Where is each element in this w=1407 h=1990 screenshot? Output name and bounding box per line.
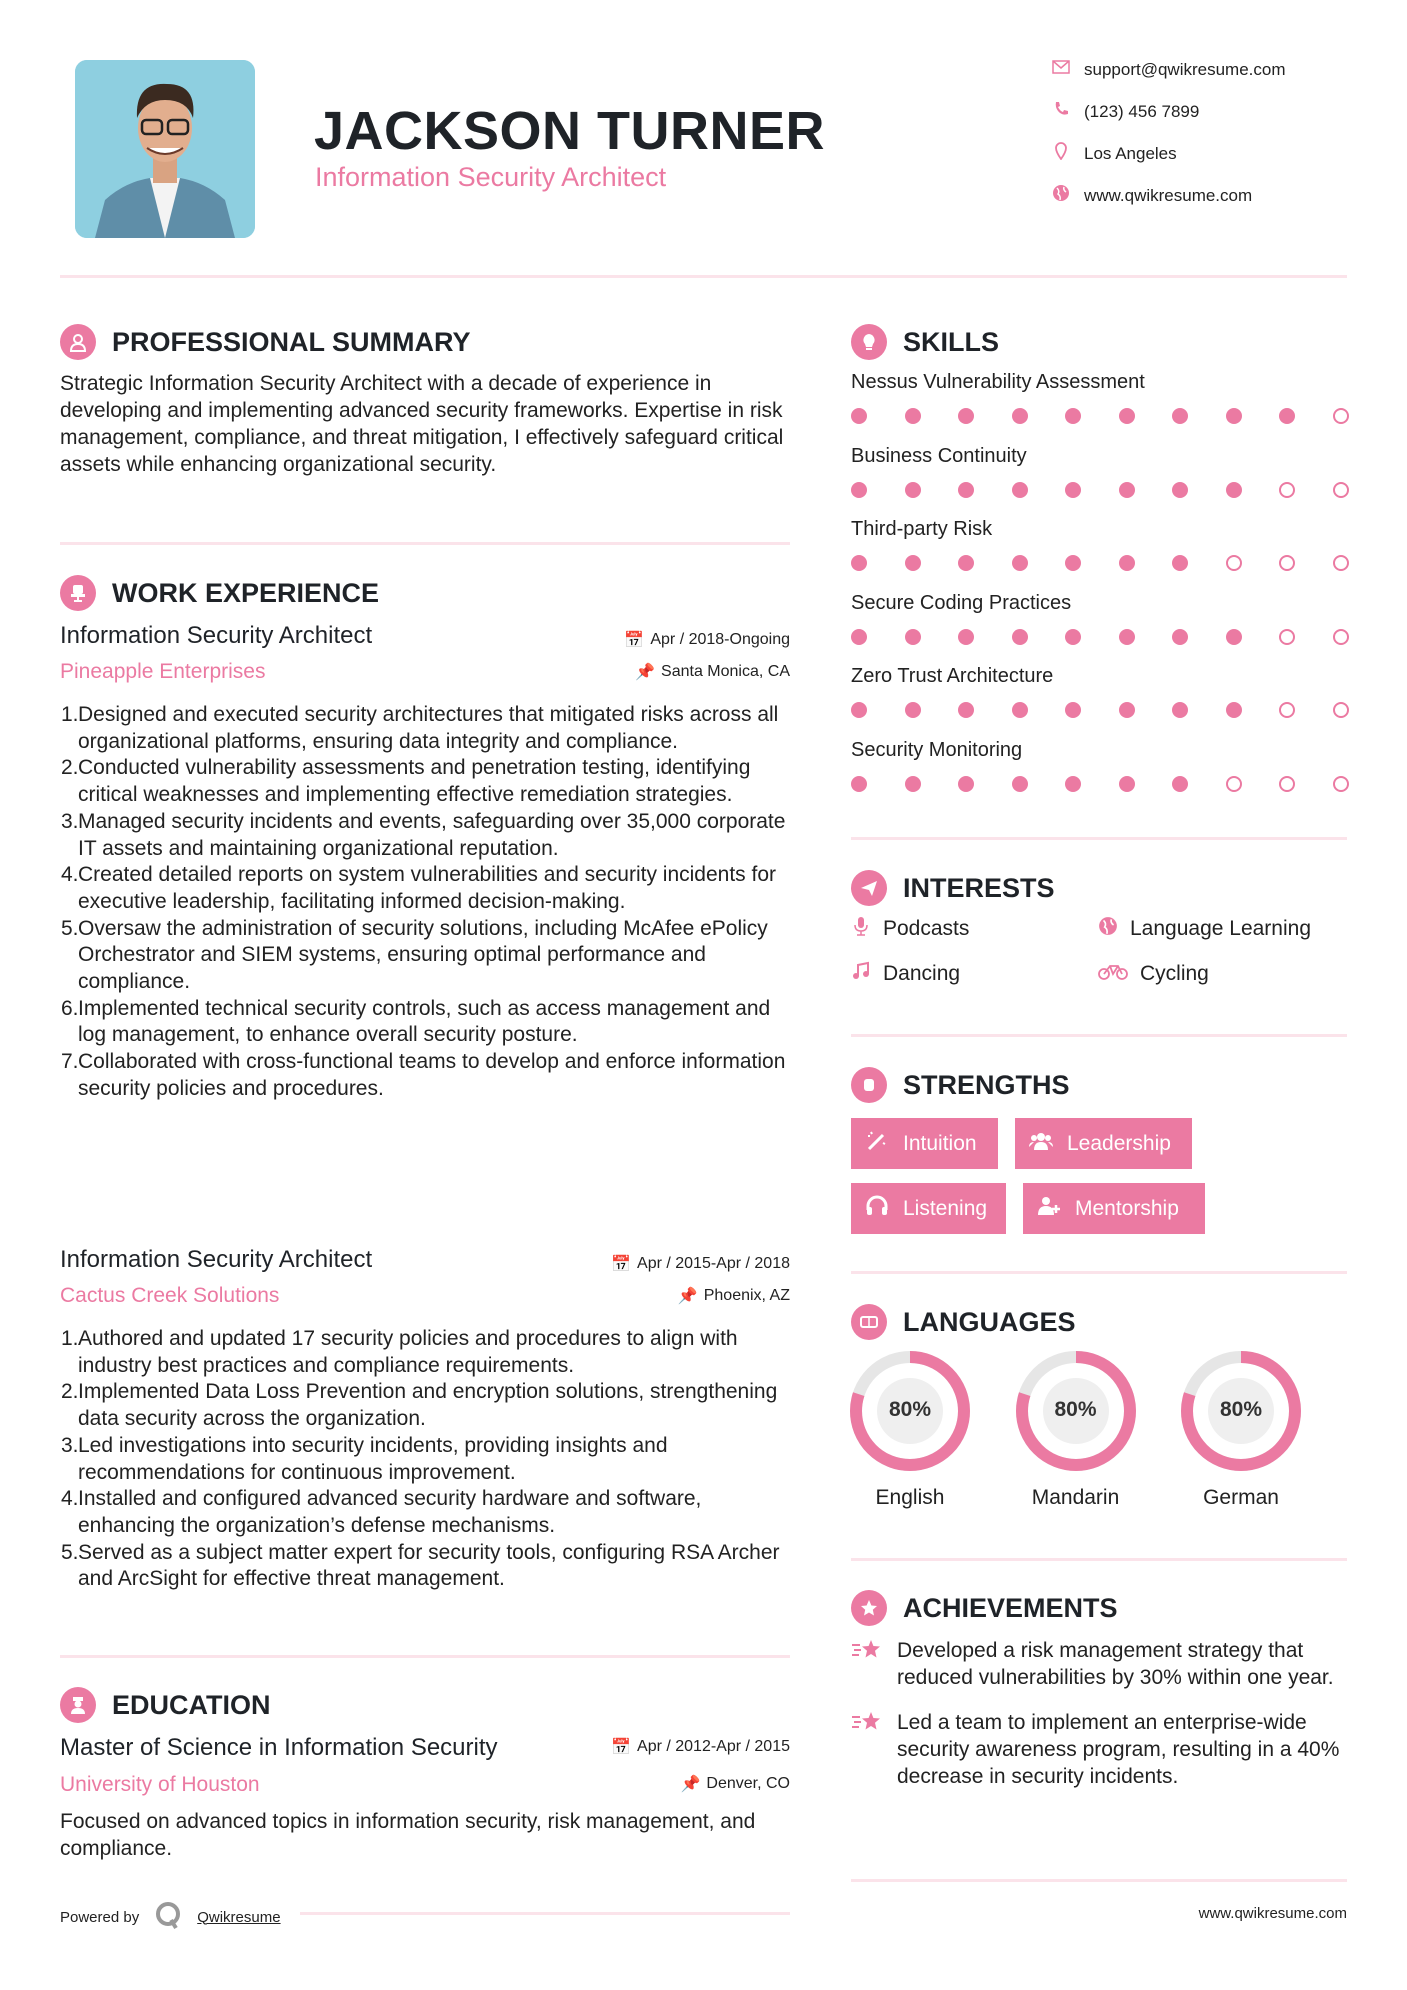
bullet-text: Created detailed reports on system vulnerabilities and security incidents for executive leadership, facilitating informed decision-making. xyxy=(78,863,777,913)
language-ring xyxy=(1015,1350,1137,1472)
rating-dot-filled xyxy=(905,629,921,645)
rating-dot-filled xyxy=(1012,629,1028,645)
strength-label: Listening xyxy=(903,1196,988,1220)
skills-heading-text: SKILLS xyxy=(903,326,1000,357)
skill-rating xyxy=(851,482,1349,498)
skill-item xyxy=(851,445,1349,519)
footer-website[interactable]: www.qwikresume.com xyxy=(1198,1905,1347,1922)
list-number: 4. xyxy=(61,863,79,887)
bullet-text: Authored and updated 17 security policies and procedures to align with industry best practices and compliance requirements. xyxy=(78,1327,738,1377)
skill-name: Secure Coding Practices xyxy=(851,591,1072,614)
education-heading-text: EDUCATION xyxy=(112,1689,271,1720)
skill-rating xyxy=(851,629,1349,645)
powered-by-text: Powered by xyxy=(60,1908,140,1926)
job-title: Information Security Architect xyxy=(60,1246,373,1273)
list-item xyxy=(61,1486,800,1539)
rating-dot-empty xyxy=(1333,555,1349,571)
bullet-text: Served as a subject matter expert for security tools, configuring RSA Archer and ArcSight for effective threat management. xyxy=(78,1540,780,1591)
rating-dot-filled xyxy=(958,555,974,571)
list-item xyxy=(61,996,800,1049)
list-item xyxy=(61,702,800,755)
company-name: Pineapple Enterprises xyxy=(60,660,266,683)
rating-dot-filled xyxy=(1172,555,1188,571)
rating-dot-empty xyxy=(1333,629,1349,645)
contact-item xyxy=(1052,142,1177,165)
achievement-text: Led a team to implement an enterprise-wide security awareness program, resulting in a 40% decrease in security incidents. xyxy=(897,1711,1340,1788)
rating-dot-filled xyxy=(851,702,867,718)
strengths-heading xyxy=(851,1067,1070,1103)
list-item xyxy=(61,862,800,915)
chair-icon xyxy=(60,575,96,611)
education-dates: 📅 Apr / 2012-Apr / 2015 xyxy=(611,1738,790,1756)
bullet-text: Managed security incidents and events, safeguarding over 35,000 corporate IT assets and maintaining organizational reputation. xyxy=(78,809,786,860)
interest-label: Cycling xyxy=(1140,962,1209,985)
list-number: 5. xyxy=(61,916,79,940)
education-heading xyxy=(60,1687,271,1723)
list-number: 2. xyxy=(61,1380,79,1404)
skills-heading xyxy=(851,324,999,360)
list-item xyxy=(61,1049,800,1102)
rating-dot-filled xyxy=(905,408,921,424)
list-number: 3. xyxy=(61,1433,79,1457)
language-name: German xyxy=(1203,1486,1279,1509)
bullet-text: Oversaw the administration of security solutions, including McAfee ePolicy Orchestrator and SIEM systems, ensuring optimal performance and compliance. xyxy=(78,916,768,994)
lightbulb-icon xyxy=(851,324,887,360)
divider xyxy=(60,1655,790,1658)
rating-dot-filled xyxy=(1065,629,1081,645)
rating-dot-filled xyxy=(851,629,867,645)
rating-dot-empty xyxy=(1279,629,1295,645)
star-list-icon xyxy=(851,1637,883,1691)
rating-dot-filled xyxy=(958,408,974,424)
candidate-title: Information Security Architect xyxy=(315,162,667,192)
rating-dot-filled xyxy=(1065,702,1081,718)
job-location-text: Phoenix, AZ xyxy=(703,1287,790,1304)
rating-dot-filled xyxy=(1119,629,1135,645)
language-ring xyxy=(849,1350,971,1472)
skill-name: Zero Trust Architecture xyxy=(851,665,1054,687)
magic-wand-icon xyxy=(865,1129,889,1159)
interest-label: Dancing xyxy=(883,962,961,985)
rating-dot-filled xyxy=(1119,776,1135,792)
rating-dot-filled xyxy=(905,702,921,718)
divider xyxy=(851,1558,1347,1561)
achievements-heading-text: ACHIEVEMENTS xyxy=(903,1592,1118,1623)
strength-chip xyxy=(1023,1183,1205,1234)
music-note-icon xyxy=(851,961,871,987)
pushpin-icon: 📌 xyxy=(635,664,656,681)
bullet-text: Designed and executed security architectures that mitigated risks across all organizational platforms, ensuring data integrity and compliance. xyxy=(78,703,779,753)
skill-rating xyxy=(851,408,1349,424)
rating-dot-filled xyxy=(851,408,867,424)
summary-heading-text: PROFESSIONAL SUMMARY xyxy=(112,326,471,357)
skill-name: Business Continuity xyxy=(851,444,1027,467)
interest-label: Language Learning xyxy=(1130,917,1312,940)
achievements-heading xyxy=(851,1590,1118,1626)
skill-item xyxy=(851,371,1349,445)
language-percent: 80% xyxy=(1219,1398,1263,1421)
languages-heading xyxy=(851,1304,1076,1340)
skill-item xyxy=(851,518,1349,592)
languages-heading-text: LANGUAGES xyxy=(903,1306,1076,1337)
job-title: Information Security Architect xyxy=(60,622,373,649)
rating-dot-filled xyxy=(1119,482,1135,498)
map-pin-icon xyxy=(1052,142,1070,165)
microphone-icon xyxy=(851,916,871,942)
language-icon xyxy=(851,1304,887,1340)
pushpin-icon: 📌 xyxy=(680,1776,701,1793)
rating-dot-filled xyxy=(1226,408,1242,424)
list-number: 5. xyxy=(61,1540,79,1564)
contact-item xyxy=(1052,58,1286,81)
user-plus-icon xyxy=(1037,1194,1061,1224)
rating-dot-filled xyxy=(958,629,974,645)
skill-name: Nessus Vulnerability Assessment xyxy=(851,371,1145,393)
list-item xyxy=(61,1540,800,1593)
divider xyxy=(851,1879,1347,1882)
calendar-icon: 📅 xyxy=(611,1256,632,1273)
rating-dot-filled xyxy=(1065,555,1081,571)
powered-by xyxy=(60,1900,287,1934)
list-item xyxy=(61,809,800,862)
users-icon xyxy=(1029,1129,1053,1159)
rating-dot-filled xyxy=(1172,776,1188,792)
skill-name: Third-party Risk xyxy=(851,518,993,540)
list-number: 2. xyxy=(61,756,79,780)
strength-chip xyxy=(851,1118,998,1169)
list-item xyxy=(61,1326,800,1379)
rating-dot-empty xyxy=(1333,408,1349,424)
divider xyxy=(851,1034,1347,1037)
list-item xyxy=(61,1433,800,1486)
rating-dot-filled xyxy=(1172,629,1188,645)
school: University of Houston xyxy=(60,1773,260,1796)
rating-dot-filled xyxy=(851,776,867,792)
rating-dot-empty xyxy=(1279,482,1295,498)
bullet-text: Installed and configured advanced security hardware and software, enhancing the organization’s defense mechanisms. xyxy=(78,1487,702,1537)
qwikresume-link[interactable]: Qwikresume xyxy=(197,1908,281,1926)
rating-dot-filled xyxy=(1119,408,1135,424)
contact-text[interactable]: support@qwikresume.com xyxy=(1084,59,1286,79)
strength-label: Mentorship xyxy=(1075,1196,1179,1220)
rating-dot-filled xyxy=(1065,776,1081,792)
summary-heading xyxy=(60,324,471,360)
contact-item xyxy=(1052,184,1252,207)
rating-dot-filled xyxy=(958,702,974,718)
language-name: Mandarin xyxy=(1031,1486,1120,1509)
education-description: Focused on advanced topics in information security, risk management, and compliance. xyxy=(60,1810,756,1860)
divider xyxy=(300,1912,790,1915)
rating-dot-filled xyxy=(905,482,921,498)
rating-dot-filled xyxy=(1012,776,1028,792)
rating-dot-empty xyxy=(1226,776,1242,792)
job-location xyxy=(520,1286,790,1306)
interest-item xyxy=(851,961,960,987)
skill-name: Security Monitoring xyxy=(851,738,1023,761)
rating-dot-filled xyxy=(1226,702,1242,718)
list-number: 4. xyxy=(61,1487,79,1511)
work-heading-text: WORK EXPERIENCE xyxy=(112,577,380,608)
skill-rating xyxy=(851,702,1349,718)
skill-item xyxy=(851,592,1349,666)
summary-text: Strategic Information Security Architect with a decade of experience in developing and implementing advanced security frameworks. Expertise in risk management, compliance, and threat mitigation, I effectively safeguard critical assets while enhancing organizational security. xyxy=(60,372,784,476)
job-location-text: Santa Monica, CA xyxy=(661,663,790,680)
envelope-icon xyxy=(1052,58,1070,81)
rating-dot-filled xyxy=(1226,482,1242,498)
degree: Master of Science in Information Security xyxy=(60,1734,498,1761)
star-list-icon xyxy=(851,1709,883,1790)
rating-dot-filled xyxy=(1065,408,1081,424)
divider xyxy=(851,837,1347,840)
interest-item xyxy=(851,916,969,942)
language-percent: 80% xyxy=(1054,1398,1097,1421)
job-location xyxy=(520,662,790,682)
interest-item xyxy=(1098,916,1311,942)
rating-dot-filled xyxy=(1172,482,1188,498)
job-bullets xyxy=(60,702,800,1103)
list-item xyxy=(61,1379,800,1432)
bicycle-icon xyxy=(1098,961,1128,987)
rating-dot-filled xyxy=(905,776,921,792)
rating-dot-empty xyxy=(1333,776,1349,792)
list-item xyxy=(61,755,800,808)
contact-item xyxy=(1052,100,1199,123)
rating-dot-filled xyxy=(1172,702,1188,718)
interest-item xyxy=(1098,961,1209,987)
rating-dot-filled xyxy=(851,555,867,571)
job-dates xyxy=(520,1254,790,1274)
calendar-icon: 📅 xyxy=(624,632,645,649)
job-bullets xyxy=(60,1326,800,1593)
skill-item xyxy=(851,739,1349,813)
globe-icon xyxy=(1052,184,1070,207)
work-heading xyxy=(60,575,379,611)
skill-item xyxy=(851,665,1349,739)
language-name: English xyxy=(875,1486,945,1509)
rating-dot-filled xyxy=(958,482,974,498)
rating-dot-filled xyxy=(851,482,867,498)
rating-dot-filled xyxy=(1012,702,1028,718)
candidate-name: JACKSON TURNER xyxy=(314,101,826,161)
fist-icon xyxy=(851,1067,887,1103)
rating-dot-filled xyxy=(1012,555,1028,571)
profile-photo xyxy=(75,60,255,238)
rating-dot-filled xyxy=(958,776,974,792)
contact-text[interactable]: Los Angeles xyxy=(1084,143,1177,163)
job-dates-text: Apr / 2018-Ongoing xyxy=(650,631,790,648)
divider xyxy=(60,542,790,545)
strength-label: Intuition xyxy=(903,1131,977,1155)
contact-text[interactable]: www.qwikresume.com xyxy=(1084,185,1253,205)
paper-plane-icon xyxy=(851,870,887,906)
skill-rating xyxy=(851,555,1349,571)
interests-heading-text: INTERESTS xyxy=(903,872,1055,903)
globe-icon xyxy=(1098,916,1118,942)
strength-chip xyxy=(1015,1118,1192,1169)
star-icon xyxy=(851,1590,887,1626)
list-number: 3. xyxy=(61,809,79,833)
list-number: 6. xyxy=(61,996,79,1020)
user-icon xyxy=(60,324,96,360)
language-ring xyxy=(1180,1350,1302,1472)
divider xyxy=(851,1271,1347,1274)
job-dates-text: Apr / 2015-Apr / 2018 xyxy=(637,1255,790,1272)
bullet-text: Conducted vulnerability assessments and penetration testing, identifying critical weaknesses and implementing effective remediation strategies. xyxy=(78,756,751,807)
rating-dot-empty xyxy=(1333,702,1349,718)
rating-dot-empty xyxy=(1226,555,1242,571)
rating-dot-empty xyxy=(1279,555,1295,571)
list-item xyxy=(61,916,800,996)
achievement-item xyxy=(851,1637,1347,1691)
list-number: 1. xyxy=(61,703,79,726)
strength-label: Leadership xyxy=(1067,1131,1171,1155)
rating-dot-filled xyxy=(1119,702,1135,718)
language-percent: 80% xyxy=(888,1398,932,1421)
headphones-icon xyxy=(865,1194,889,1224)
bullet-text: Implemented Data Loss Prevention and encryption solutions, strengthening data security across the organization. xyxy=(78,1380,778,1431)
rating-dot-filled xyxy=(1012,482,1028,498)
skill-rating xyxy=(851,776,1349,792)
graduate-icon xyxy=(60,1687,96,1723)
rating-dot-empty xyxy=(1333,482,1349,498)
strength-chip xyxy=(851,1183,1006,1234)
achievement-item xyxy=(851,1709,1347,1790)
list-number: 1. xyxy=(61,1327,79,1350)
rating-dot-filled xyxy=(1012,408,1028,424)
interests-heading xyxy=(851,870,1055,906)
bullet-text: Led investigations into security incidents, providing insights and recommendations for continuous improvement. xyxy=(78,1433,668,1484)
rating-dot-filled xyxy=(1065,482,1081,498)
education-location: 📌 Denver, CO xyxy=(680,1775,790,1793)
bullet-text: Implemented technical security controls, such as access management and log management, to enhance overall security posture. xyxy=(78,996,771,1047)
rating-dot-filled xyxy=(1279,408,1295,424)
phone-icon xyxy=(1052,100,1070,123)
company-name: Cactus Creek Solutions xyxy=(60,1284,280,1307)
rating-dot-filled xyxy=(905,555,921,571)
achievement-text: Developed a risk management strategy that reduced vulnerabilities by 30% within one year. xyxy=(897,1639,1334,1689)
qwikresume-logo-icon xyxy=(153,1900,183,1934)
rating-dot-empty xyxy=(1279,702,1295,718)
header-divider xyxy=(60,275,1347,278)
calendar-icon: 📅 xyxy=(611,1739,632,1756)
job-dates xyxy=(520,630,790,650)
interest-label: Podcasts xyxy=(883,917,970,940)
bullet-text: Collaborated with cross-functional teams to develop and enforce information security policies and procedures. xyxy=(78,1050,786,1100)
strengths-heading-text: STRENGTHS xyxy=(903,1069,1070,1100)
contact-text[interactable]: (123) 456 7899 xyxy=(1084,101,1200,121)
list-number: 7. xyxy=(61,1050,79,1074)
rating-dot-filled xyxy=(1172,408,1188,424)
rating-dot-filled xyxy=(1226,629,1242,645)
rating-dot-filled xyxy=(1119,555,1135,571)
pushpin-icon: 📌 xyxy=(677,1288,698,1305)
rating-dot-empty xyxy=(1279,776,1295,792)
